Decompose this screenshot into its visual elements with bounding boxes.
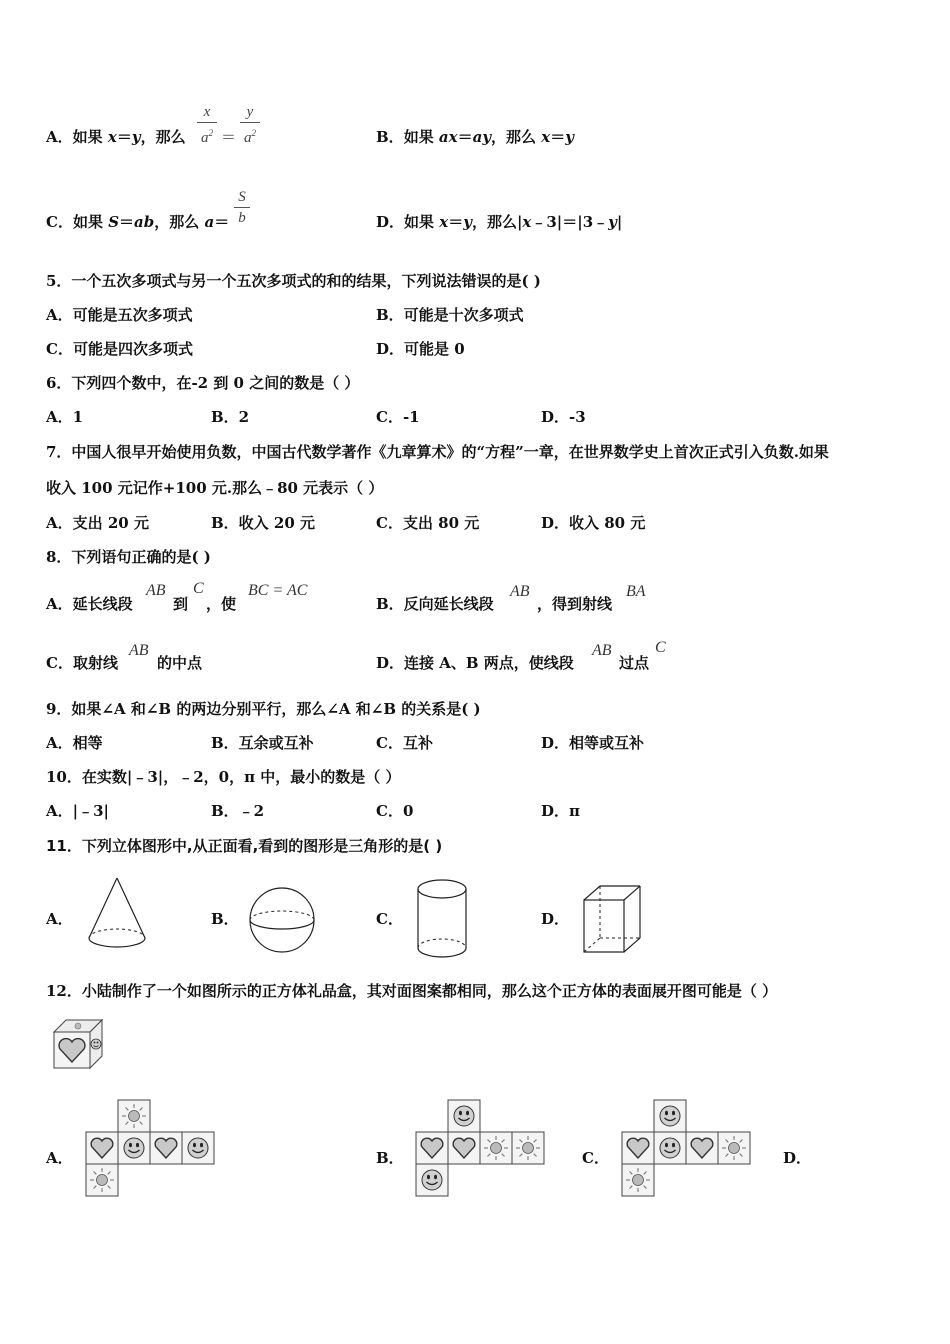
q9-option-b: B．互余或互补 xyxy=(211,734,314,752)
q10-stem: 10．在实数|﹣3|，﹣2，0，π 中，最小的数是（ ） xyxy=(46,768,401,786)
q8d-math-c: C xyxy=(655,639,666,656)
q7-option-a: A．支出 20 元 xyxy=(46,514,149,532)
q10-option-a: A．|﹣3| xyxy=(46,802,109,820)
q7-option-d: D．收入 80 元 xyxy=(541,514,646,532)
q6-option-c: C．-1 xyxy=(376,408,420,426)
q8-option-c-text2: 的中点 xyxy=(157,654,203,672)
q8-option-b-text2: ，得到射线 xyxy=(537,595,613,613)
q6-stem: 6．下列四个数中，在-2 到 0 之间的数是（ ） xyxy=(46,374,360,392)
q11-option-a-label: A． xyxy=(46,910,73,928)
net-c xyxy=(622,1100,750,1196)
q8a-math-eq: BC = AC xyxy=(248,582,308,599)
q4a-fraction-1: x $a^2$ xyxy=(197,103,217,147)
q7-option-c: C．支出 80 元 xyxy=(376,514,480,532)
q12-option-b-label: B． xyxy=(376,1149,404,1167)
q5-option-b: B．可能是十次多项式 xyxy=(376,306,524,324)
q11-option-b-label: B． xyxy=(211,910,239,928)
q5-option-a: A．可能是五次多项式 xyxy=(46,306,193,324)
q8-option-c-text1: C．取射线 xyxy=(46,654,118,672)
q9-option-a: A．相等 xyxy=(46,734,103,752)
net-b xyxy=(416,1100,544,1196)
q10-option-d: D．π xyxy=(541,802,580,820)
q8a-math-ab: AB xyxy=(146,582,166,599)
q7-option-b: B．收入 20 元 xyxy=(211,514,315,532)
q8-option-a-text3: ，使 xyxy=(206,595,237,613)
q5-option-c: C．可能是四次多项式 xyxy=(46,340,193,358)
q6-option-d: D．-3 xyxy=(541,408,586,426)
q12-option-a-label: A． xyxy=(46,1149,73,1167)
q7-stem-line2: 收入 100 元记作+100 元.那么﹣80 元表示（ ） xyxy=(46,479,384,497)
q12-option-d-label: D． xyxy=(783,1149,812,1167)
q4-option-b: B．如果 ax＝ay，那么 x＝y xyxy=(376,128,574,146)
q12-stem: 12．小陆制作了一个如图所示的正方体礼品盒，其对面图案都相同，那么这个正方体的表面展开图可能是（ ） xyxy=(46,982,778,1000)
q11-option-d-label: D． xyxy=(541,910,570,928)
q12-option-c-label: C． xyxy=(582,1149,609,1167)
q11-stem: 11．下列立体图形中,从正面看,看到的图形是三角形的是( ) xyxy=(46,837,443,855)
q8-option-d-text1: D．连接 A、B 两点，使线段 xyxy=(376,654,574,672)
q5-option-d: D．可能是 0 xyxy=(376,340,465,358)
q5-stem: 5．一个五次多项式与另一个五次多项式的和的结果，下列说法错误的是( ) xyxy=(46,272,541,290)
q9-option-c: C．互补 xyxy=(376,734,433,752)
q8b-math-ab: AB xyxy=(510,583,530,600)
q8-stem: 8．下列语句正确的是( ) xyxy=(46,548,211,566)
q4-option-c: C．如果 S＝ab，那么 a＝ xyxy=(46,213,230,231)
q8-option-b-text1: B．反向延长线段 xyxy=(376,595,494,613)
q10-option-c: C．0 xyxy=(376,802,414,820)
q8-option-d-text2: 过点 xyxy=(619,654,650,672)
q8-option-a-text1: A．延长线段 xyxy=(46,595,133,613)
q9-option-d: D．相等或互补 xyxy=(541,734,645,752)
gift-box-cube xyxy=(54,1020,102,1068)
q4c-fraction: S b xyxy=(234,188,250,227)
q11-option-c-label: C． xyxy=(376,910,403,928)
q6-option-a: A．1 xyxy=(46,408,84,426)
q8a-math-c: C xyxy=(193,580,204,597)
q9-stem: 9．如果∠A 和∠B 的两边分别平行，那么∠A 和∠B 的关系是( ) xyxy=(46,700,481,718)
q8b-math-ba: BA xyxy=(626,583,646,600)
q6-option-b: B．2 xyxy=(211,408,250,426)
q8-option-a-text2: 到 xyxy=(173,595,189,613)
q10-option-b: B．﹣2 xyxy=(211,802,265,820)
q8c-math-ab: AB xyxy=(129,642,149,659)
q4-option-a: A．如果 x＝y，那么 xyxy=(46,128,186,146)
q8d-math-ab: AB xyxy=(592,642,612,659)
q4a-equals: ＝ xyxy=(221,128,237,146)
net-a xyxy=(86,1100,214,1196)
q4a-fraction-2: y $a^2$ xyxy=(240,103,260,147)
q7-stem-line1: 7．中国人很早开始使用负数，中国古代数学著作《九章算术》的“方程”一章，在世界数学史上首次正式引入负数.如果 xyxy=(46,443,829,461)
q4-option-d: D．如果 x＝y，那么|x﹣3|＝|3﹣y| xyxy=(376,213,623,231)
